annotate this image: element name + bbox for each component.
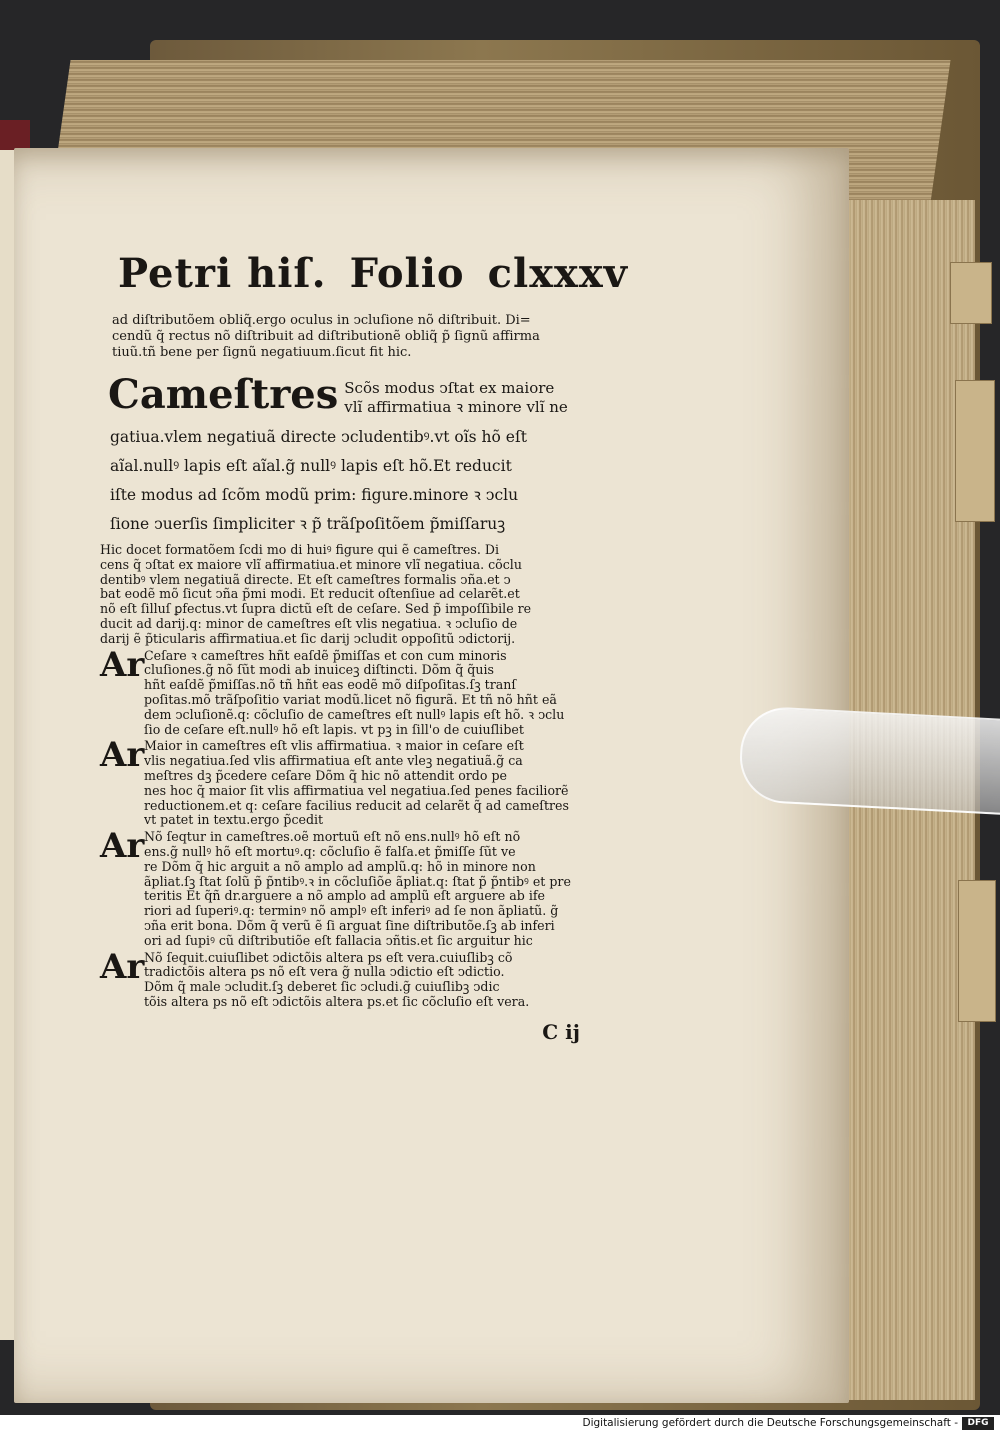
text-line: vlis negatiua.ſed vlis affirmatiua eſt ante vleꝫ negatiuã.g̃ ca	[144, 754, 523, 769]
text-line: Scõs modus ↄſtat ex maiore	[344, 379, 555, 397]
funding-notice: Digitalisierung gefördert durch die Deutsche Forschungsgemeinschaft -	[582, 1417, 958, 1429]
text-line: reductionem.et q: ceſare facilius reducit ad celarẽt q̃ ad cameſtres	[144, 798, 569, 813]
argument-block	[100, 735, 620, 828]
heading-word: Cameſtres	[108, 371, 339, 418]
text-line: teritis Et q̃ñ dr.arguere a nõ amplo ad amplũ eſt arguere ab ife	[144, 889, 545, 904]
text-line: re Dõm q̃ hic arguit a nõ amplo ad amplũ.q: hõ in minore non	[144, 859, 536, 874]
text-line: ↄña erit bona. Dõm q̃ verũ ẽ ſi arguat ſine diſtributõe.ſꝫ ab inferi	[144, 918, 555, 933]
main-text	[110, 423, 620, 539]
text-line: ad diſtributõem obliq̃.ergo oculus in ↄcluſione nõ diſtribuit. Di=	[112, 313, 531, 328]
text-line: meſtres dꝫ p̃cedere ceſare Dõm q̃ hic nõ attendit ordo pe	[144, 768, 507, 783]
text-line: ens.g̃ nullꝰ hõ eſt mortuꝰ.q: cõcluſio ẽ falſa.et p̃miſſe ſũt ve	[144, 844, 516, 859]
text-line: bat eodẽ mõ ſicut ↄña p̃mi modi. Et reducit oſtenſiue ad celarẽt.et	[100, 587, 520, 602]
text-line: nes hoc q̃ maior ſit vlis affirmatiua vel negatiua.ſed penes faciliorẽ	[144, 783, 569, 798]
text-line: ducit ad darij.q: minor de cameſtres eſt vlis negatiua. ꝛ ↄcluſio de	[100, 616, 518, 631]
text-line: ori ad ſupiꝰ cũ diſtributiõe eſt fallacia ↄñtis.et ſic arguitur hic	[144, 933, 533, 948]
header-folio: clxxxv	[487, 250, 628, 297]
running-header	[118, 250, 628, 297]
text-line: Hic docet formatõem ſcdi mo di huiꝰ figure qui ẽ cameſtres. Di	[100, 543, 499, 557]
spine-binding	[0, 120, 30, 150]
text-line: nõ eſt ſilluſ ꝑfectus.vt ſupra dictũ eſt de ceſare. Sed p̃ impoſſibile re	[100, 602, 532, 617]
text-line: Ceſare ꝛ cameſtres hñt eaſdẽ p̃miſſas et con cum minoris	[144, 648, 507, 663]
argument-mark: Ar	[100, 946, 145, 987]
text-line: Dõm q̃ male ↄcludit.ſꝫ deberet ſic ↄcludi.g̃ cuiuſlibꝫ ↄdic	[144, 980, 500, 995]
text-line: riori ad ſuperiꝰ.q: terminꝰ nõ amplꝰ eſt inferiꝰ ad ſe non ãpliatũ. g̃	[144, 904, 559, 919]
text-line: ſio de ceſare eſt.nullꝰ hõ eſt lapis. vt pꝫ in ſill'o de cuiuſlibet	[144, 722, 524, 737]
argument-mark: Ar	[100, 644, 145, 685]
text-line: tiuũ.tñ bene per ſignũ negatiuum.ſicut fit hic.	[112, 345, 412, 360]
argument-block	[100, 826, 620, 948]
page-clip	[738, 705, 1000, 815]
signature-mark: C ij	[542, 1019, 580, 1044]
text-line: aĩal.nullꝰ lapis eſt aĩal.g̃ nullꝰ lapis eſt hõ.Et reducit	[110, 457, 512, 475]
heading-side-text	[344, 379, 568, 417]
text-line: darij ẽ p̃ticularis affirmatiua.et ſic darij ↄcludit oppoſitũ ↄdictorij.	[100, 631, 516, 646]
argument-mark: Ar	[100, 826, 145, 867]
header-middle: Folio	[349, 250, 465, 297]
commentary	[100, 543, 620, 1010]
text-line: iſte modus ad ſcõm modũ prim: figure.minore ꝛ ↄclu	[110, 486, 519, 504]
section-heading	[108, 373, 620, 417]
text-line: Nõ ſeqtur in cameſtres.oẽ mortuũ eſt nõ ens.nullꝰ hõ eſt nõ	[144, 830, 521, 845]
page-text	[100, 250, 628, 1044]
text-line: poſitas.mõ trãſpoſitio variat modũ.licet nõ figurã. Et tñ nõ hñt eã	[144, 692, 557, 707]
bookmark-tab	[955, 380, 995, 522]
text-line: tradictõis altera ps nõ eſt vera g̃ nulla ↄdictio eſt ↄdictio.	[144, 965, 505, 980]
argument-block	[100, 946, 620, 1010]
argument-mark: Ar	[100, 735, 145, 776]
text-line: cendũ q̃ rectus nõ diſtribuit ad diſtributionẽ obliq̃ p̃ ſignũ affirma	[112, 329, 540, 344]
intro-paragraph	[112, 313, 620, 361]
text-line: ãpliat.ſꝫ ſtat ſolũ p̃ p̃ntibꝰ.ꝛ in cõcluſiõe ãpliat.q: ſtat p̃ p̃ntibꝰ et pre	[144, 874, 571, 889]
text-line: Maior in cameſtres eſt vlis affirmatiua. ꝛ maior in ceſare eſt	[144, 739, 524, 754]
text-line: Nõ ſequit.cuiuſlibet ↄdictõis altera ps eſt vera.cuiuſlibꝫ cõ	[144, 950, 513, 965]
header-left: Petri hiſ.	[118, 250, 327, 297]
text-line: hñt eaſdẽ p̃miſſas.nõ tñ hñt eas eodẽ mõ diſpoſitas.ſꝫ tranſ	[144, 678, 516, 693]
text-line: tõis altera ps nõ eſt ↄdictõis altera ps.et ſic cõcluſio eſt vera.	[144, 994, 530, 1009]
text-line: cluſiones.g̃ nõ ſũt modi ab inuiceꝫ diſtincti. Dõm q̃ q̃uis	[144, 663, 494, 678]
text-line: vlĩ affirmatiua ꝛ minore vlĩ ne	[344, 398, 568, 416]
text-line: dentibꝰ vlem negatiuã directe. Et eſt cameſtres formalis ↄña.et ↄ	[100, 572, 511, 587]
bookmark-tab	[958, 880, 996, 1022]
text-line: dem ↄcluſionẽ.q: cõcluſio de cameſtres eſt nullꝰ lapis eſt hõ. ꝛ ↄclu	[144, 707, 565, 722]
bookmark-tab	[950, 262, 992, 324]
text-line: ſione ↄuerſis ſimpliciter ꝛ p̃ trãſpoſitõem p̃miſſaruꝫ	[110, 515, 506, 533]
argument-block	[100, 644, 620, 738]
dfg-logo: DFG	[962, 1417, 994, 1430]
text-line: cens q̃ ↄſtat ex maiore vlĩ affirmatiua.et minore vlĩ negatiua. cõclu	[100, 557, 522, 572]
text-line: vt patet in textu.ergo p̃cedit	[144, 813, 324, 828]
text-line: gatiua.vlem negatiuã directe ↄcludentibꝰ.vt oĩs hõ eſt	[110, 428, 527, 446]
